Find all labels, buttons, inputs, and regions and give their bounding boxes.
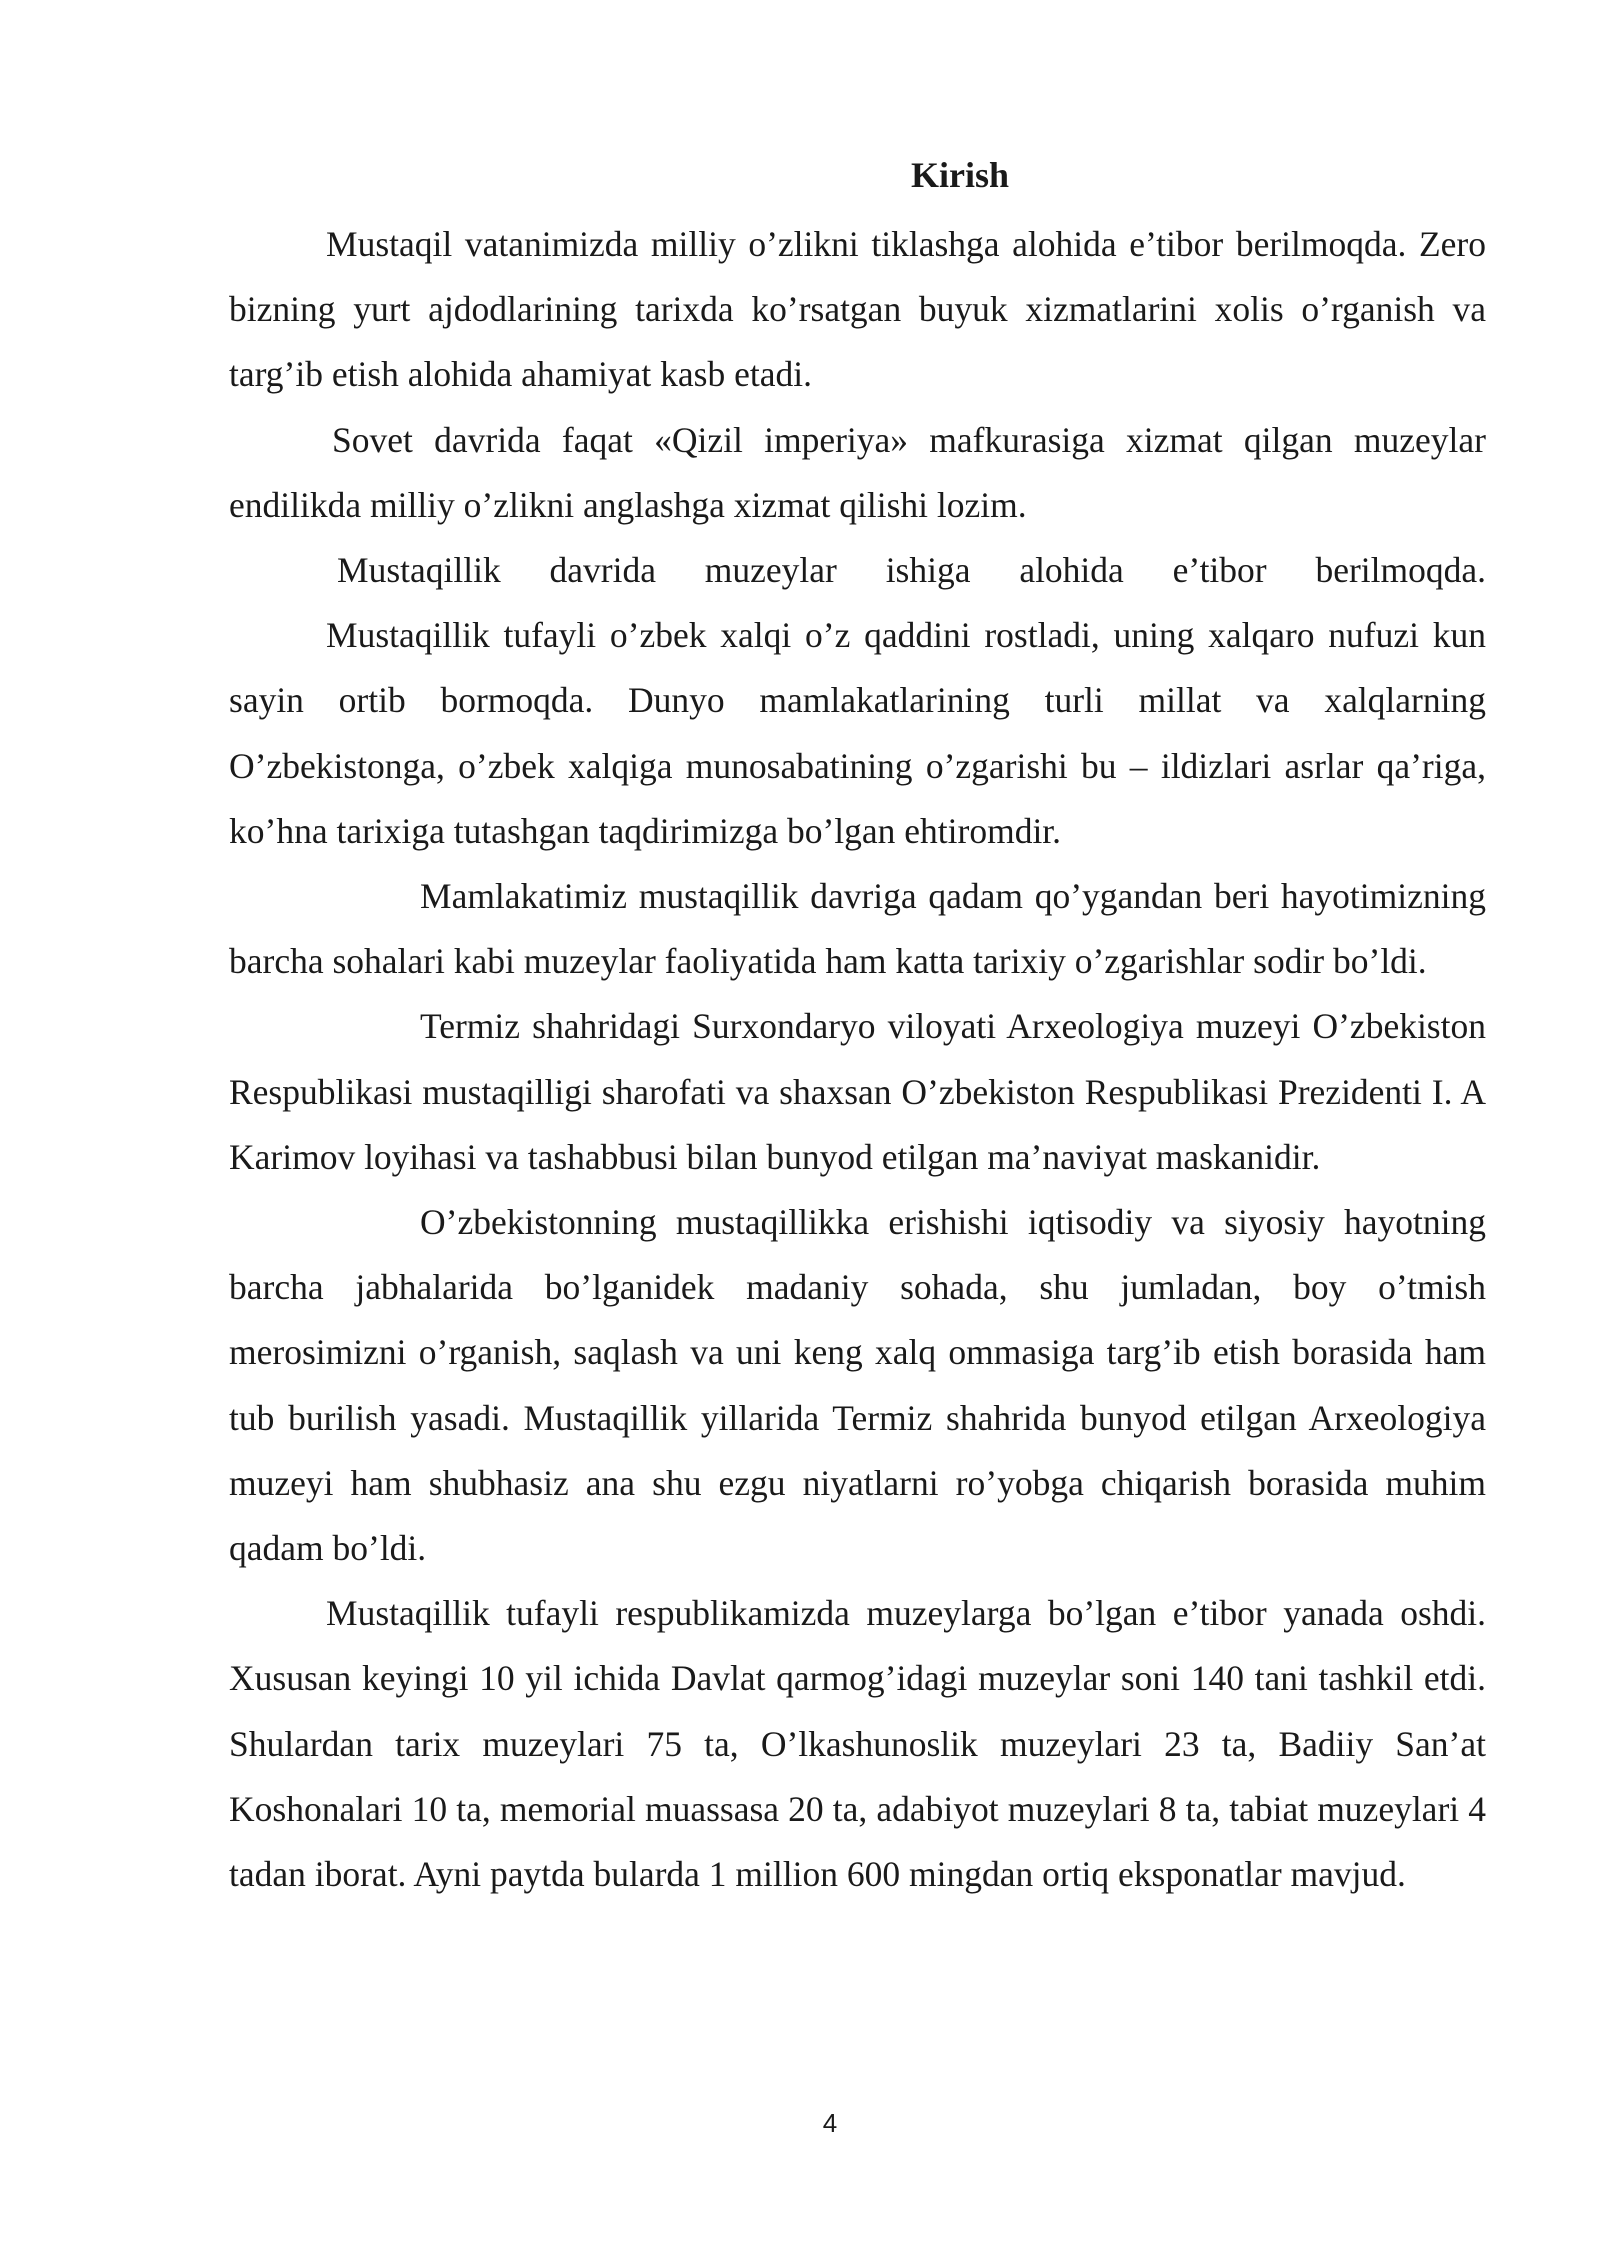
document-body [229,148,1486,1907]
paragraph-7: O’zbekistonning mustaqillikka erishishi iqtisodiy va siyosiy hayotning barcha jabhalarida bo’lganidek madaniy sohada, shu jumladan, boy o’tmish merosimizni o’rganish, saqlash va uni keng xalq ommasiga targ’ib etish borasida ham tub burilish yasadi. Mustaqillik yillarida Termiz shahrida bunyod etilgan Arxeologiya muzeyi ham shubhasiz ana shu ezgu niyatlarni ro’yobga chiqarish borasida muhim qadam bo’ldi. [229,1202,1486,1569]
paragraph-6: Termiz shahridagi Surxondaryo viloyati Arxeologiya muzeyi O’zbekiston Respublikasi mustaqilligi sharofati va shaxsan O’zbekiston Respublikasi Prezidenti I. A Karimov loyihasi va tashabbusi bilan bunyod etilgan ma’naviyat maskanidir. [229,1006,1486,1177]
paragraph-2: Sovet davrida faqat «Qizil imperiya» mafkurasiga xizmat qilgan muzeylar endilikda milliy o’zlikni anglashga xizmat qilishi lozim. [229,419,1486,525]
paragraph-5: Mamlakatimiz mustaqillik davriga qadam qo’ygandan beri hayotimizning barcha sohalari kabi muzeylar faoliyatida ham katta tarixiy o’zgarishlar sodir bo’ldi. [229,876,1486,982]
paragraph-4: Mustaqillik tufayli o’zbek xalqi o’z qaddini rostladi, uning xalqaro nufuzi kun sayin ortib bormoqda. Dunyo mamlakatlarining turli millat va xalqlarning O’zbekistonga, o’zbek xalqiga munosabatining o’zgarishi bu – ildizlari asrlar qa’riga, ko’hna tarixiga tutashgan taqdirimizga bo’lgan ehtiromdir. [229,615,1486,851]
paragraph-8: Mustaqillik tufayli respublikamizda muzeylarga bo’lgan e’tibor yanada oshdi. Xususan keyingi 10 yil ichida Davlat qarmog’idagi muzeylar soni 140 tani tashkil etdi. Shulardan tarix muzeylari 75 ta, O’lkashunoslik muzeylari 23 ta, Badiiy San’at Koshonalari 10 ta, memorial muassasa 20 ta, adabiyot muzeylari 8 ta, tabiat muzeylari 4 tadan iborat. Ayni paytda bularda 1 million 600 mingdan ortiq eksponatlar mavjud. [229,1593,1486,1895]
document-title: Kirish [910,155,1009,195]
paragraph-3: Mustaqillik davrida muzeylar ishiga alohida e’tibor berilmoqda. [337,550,1486,591]
paragraph-1: Mustaqil vatanimizda milliy o’zlikni tiklashga alohida e’tibor berilmoqda. Zero bizning yurt ajdodlarining tarixda ko’rsatgan buyuk xizmatlarini xolis o’rganish va targ’ib etish alohida ahamiyat kasb etadi. [229,224,1486,395]
page-number: 4 [822,2108,838,2138]
